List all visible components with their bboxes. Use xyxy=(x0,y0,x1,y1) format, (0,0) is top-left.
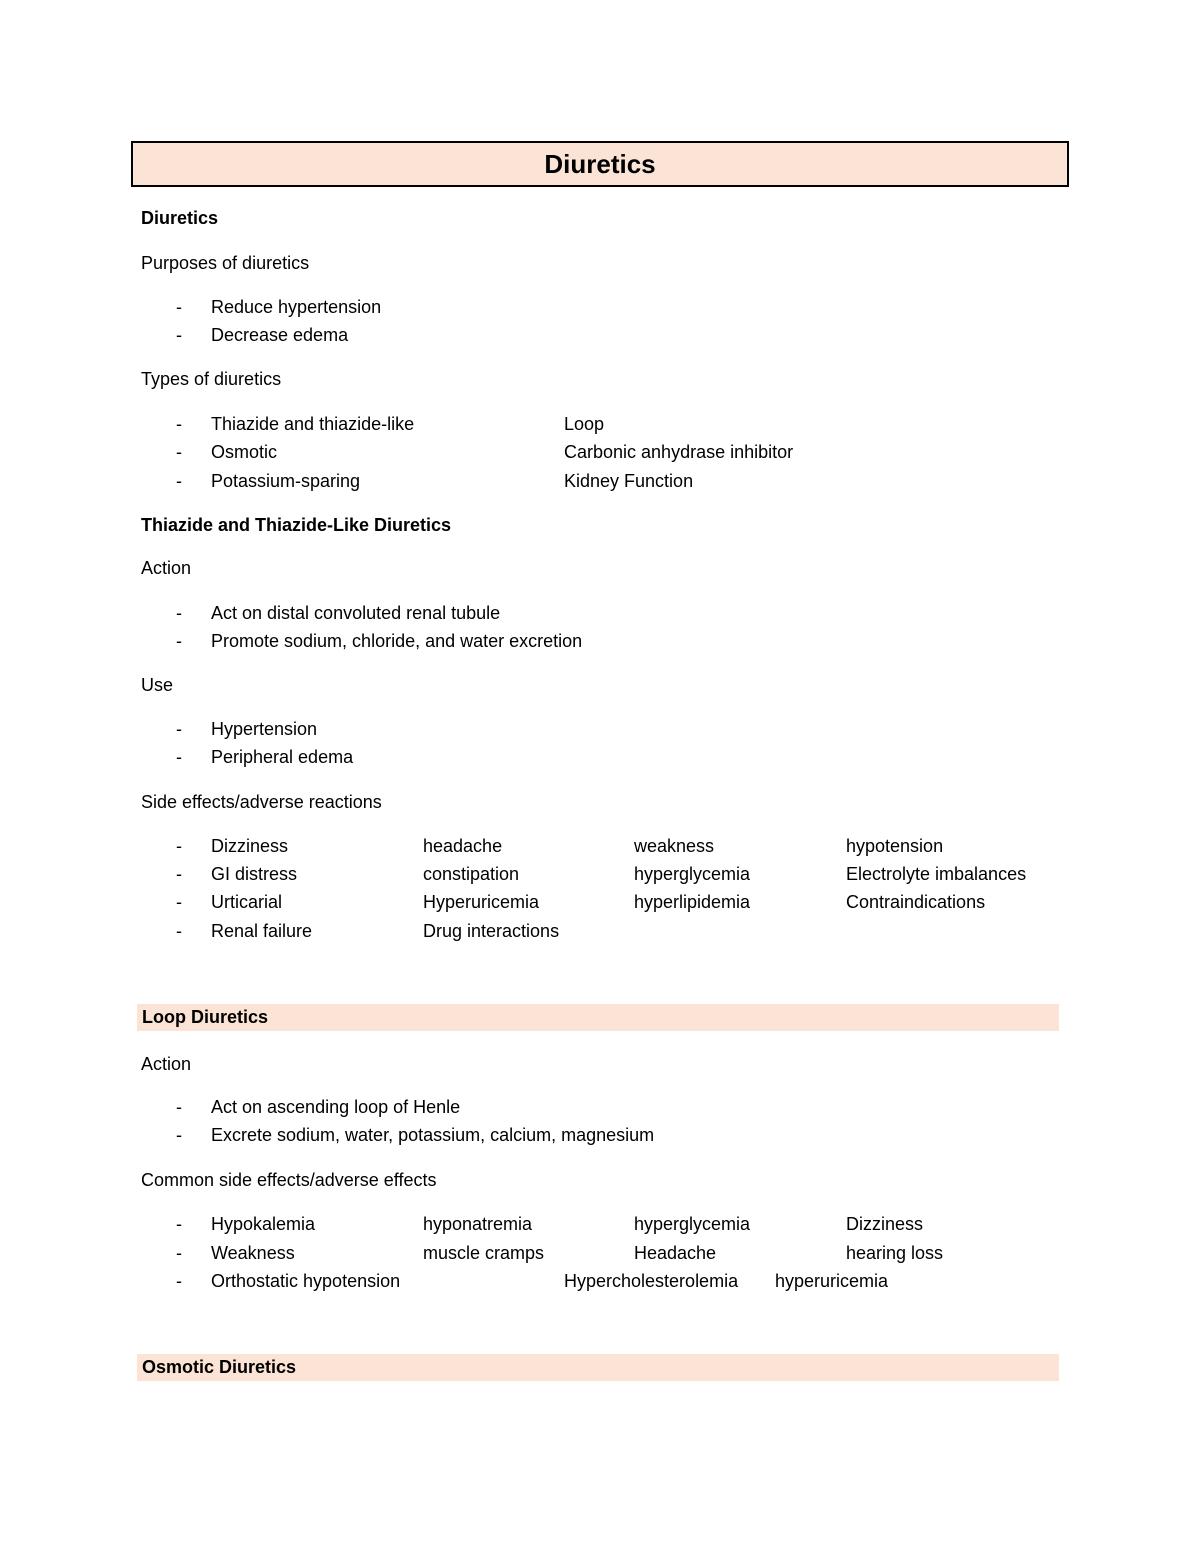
type-text: Thiazide and thiazide-like xyxy=(211,414,415,434)
bullet: - xyxy=(176,836,182,856)
list-item xyxy=(0,470,1200,494)
side-effect-text: Weakness xyxy=(211,1243,295,1263)
bullet: - xyxy=(176,631,182,651)
list-item xyxy=(0,1242,1200,1266)
list-item xyxy=(0,1270,1200,1294)
bullet: - xyxy=(176,864,182,884)
purposes-label: Purposes of diuretics xyxy=(141,253,310,273)
side-effect-text: hyperlipidemia xyxy=(634,892,751,912)
side-effect-text: Hyperuricemia xyxy=(423,892,540,912)
intro-heading: Diuretics xyxy=(141,208,219,228)
list-item xyxy=(0,296,1200,320)
page-title: Diuretics xyxy=(131,141,1069,187)
list-item xyxy=(0,324,1200,348)
list-item xyxy=(0,1124,1200,1148)
side-effect-text: Orthostatic hypotension xyxy=(211,1271,401,1291)
bullet: - xyxy=(176,471,182,491)
bullet: - xyxy=(176,1243,182,1263)
list-item xyxy=(0,718,1200,742)
purpose-text: Reduce hypertension xyxy=(211,297,382,317)
bullet: - xyxy=(176,325,182,345)
bullet: - xyxy=(176,414,182,434)
list-item xyxy=(0,1096,1200,1120)
type-text: Kidney Function xyxy=(564,471,694,491)
side-effect-text: Contraindications xyxy=(846,892,986,912)
side-effect-text: Dizziness xyxy=(211,836,289,856)
side-effect-text: muscle cramps xyxy=(423,1243,545,1263)
side-effect-text: hyperglycemia xyxy=(634,864,751,884)
side-effect-text: Hypokalemia xyxy=(211,1214,316,1234)
thiazide-action-label: Action xyxy=(141,558,192,578)
side-effect-text: Drug interactions xyxy=(423,921,560,941)
types-label: Types of diuretics xyxy=(141,369,282,389)
side-effect-text: hyperglycemia xyxy=(634,1214,751,1234)
list-item xyxy=(0,630,1200,654)
thiazide-use-label: Use xyxy=(141,675,174,695)
list-item xyxy=(0,602,1200,626)
side-effect-text: Dizziness xyxy=(846,1214,924,1234)
side-effect-text: Electrolyte imbalances xyxy=(846,864,1027,884)
action-text: Act on distal convoluted renal tubule xyxy=(211,603,501,623)
list-item xyxy=(0,835,1200,859)
action-text: Act on ascending loop of Henle xyxy=(211,1097,461,1117)
use-text: Peripheral edema xyxy=(211,747,354,767)
use-text: Hypertension xyxy=(211,719,318,739)
bullet: - xyxy=(176,1214,182,1234)
action-text: Promote sodium, chloride, and water excretion xyxy=(211,631,583,651)
bullet: - xyxy=(176,442,182,462)
side-effect-text: Headache xyxy=(634,1243,717,1263)
bullet: - xyxy=(176,1271,182,1291)
bullet: - xyxy=(176,1097,182,1117)
bullet: - xyxy=(176,747,182,767)
loop-heading: Loop Diuretics xyxy=(137,1004,1059,1031)
loop-side-label: Common side effects/adverse effects xyxy=(141,1170,437,1190)
loop-action-label: Action xyxy=(141,1054,192,1074)
side-effect-text: Renal failure xyxy=(211,921,313,941)
bullet: - xyxy=(176,1125,182,1145)
bullet: - xyxy=(176,719,182,739)
thiazide-heading: Thiazide and Thiazide-Like Diuretics xyxy=(141,515,452,535)
side-effect-text: weakness xyxy=(634,836,715,856)
side-effect-text: GI distress xyxy=(211,864,298,884)
type-text: Loop xyxy=(564,414,605,434)
side-effect-text: headache xyxy=(423,836,503,856)
list-item xyxy=(0,1213,1200,1237)
side-effect-text: hyponatremia xyxy=(423,1214,533,1234)
type-text: Potassium-sparing xyxy=(211,471,361,491)
side-effect-text: hyperuricemia xyxy=(775,1271,889,1291)
side-effect-text: hypotension xyxy=(846,836,944,856)
list-item xyxy=(0,413,1200,437)
side-effect-text: Urticarial xyxy=(211,892,283,912)
side-effect-text: constipation xyxy=(423,864,520,884)
side-effect-text: hearing loss xyxy=(846,1243,944,1263)
list-item xyxy=(0,746,1200,770)
list-item xyxy=(0,891,1200,915)
type-text: Carbonic anhydrase inhibitor xyxy=(564,442,794,462)
osmotic-heading: Osmotic Diuretics xyxy=(137,1354,1059,1381)
purpose-text: Decrease edema xyxy=(211,325,349,345)
bullet: - xyxy=(176,297,182,317)
side-effect-text: Hypercholesterolemia xyxy=(564,1271,739,1291)
action-text: Excrete sodium, water, potassium, calcium, magnesium xyxy=(211,1125,655,1145)
bullet: - xyxy=(176,921,182,941)
list-item xyxy=(0,441,1200,465)
bullet: - xyxy=(176,892,182,912)
thiazide-side-label: Side effects/adverse reactions xyxy=(141,792,382,812)
list-item xyxy=(0,920,1200,944)
type-text: Osmotic xyxy=(211,442,278,462)
list-item xyxy=(0,863,1200,887)
bullet: - xyxy=(176,603,182,623)
